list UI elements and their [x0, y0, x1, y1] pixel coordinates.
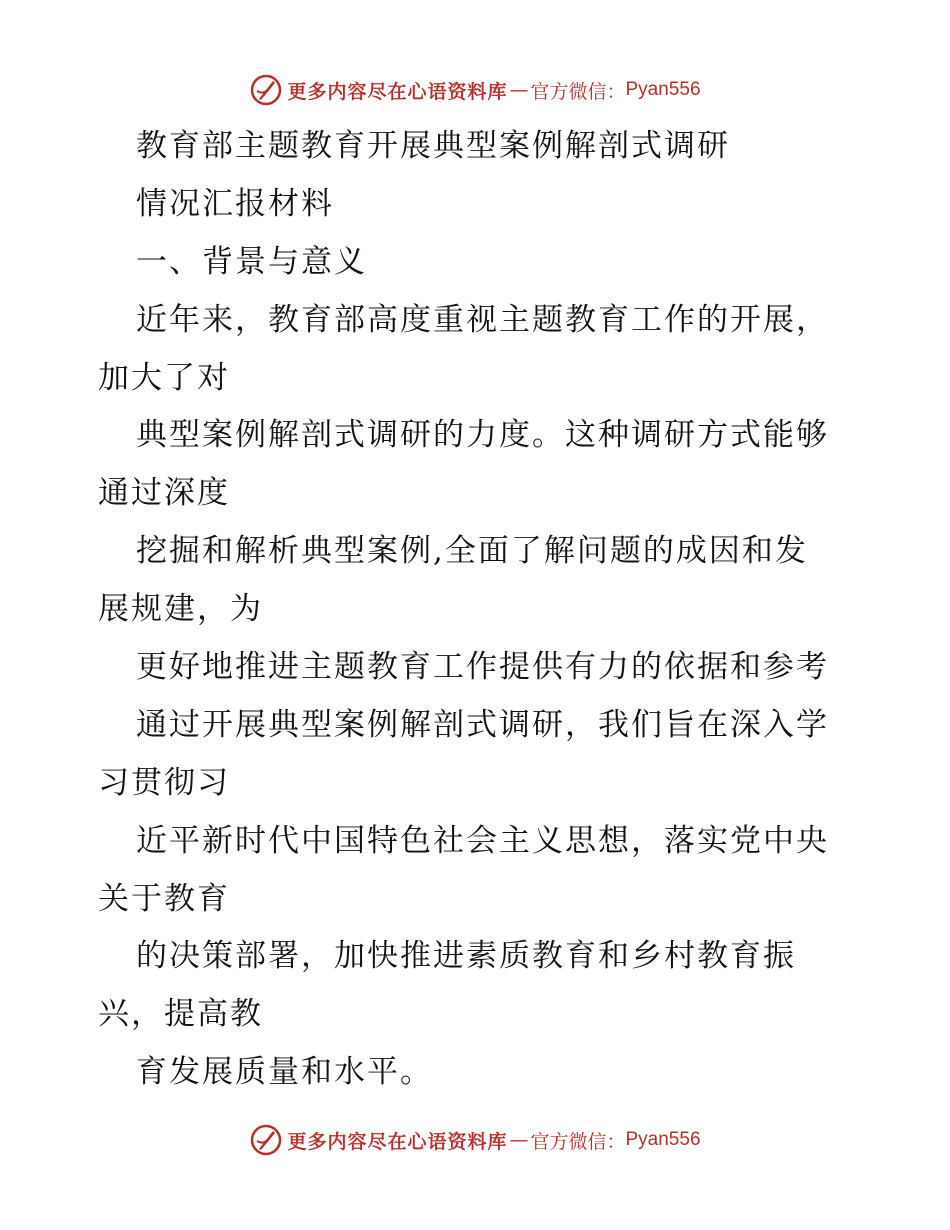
- paragraph-line: 通过深度: [98, 475, 230, 512]
- paragraph-line: 的决策部署，加快推进素质教育和乡村教育振: [136, 938, 796, 975]
- paragraph-line: 关于教育: [98, 880, 230, 917]
- paragraph-line: 更好地推进主题教育工作提供有力的依据和参考: [136, 649, 829, 686]
- watermark-suffix: 官方微信：: [530, 80, 626, 103]
- watermark-text: 更多内容尽在心语资料库: [287, 1130, 508, 1153]
- doc-title-line: 教育部主题教育开展典型案例解剖式调研: [136, 128, 730, 164]
- watermark-text: 更多内容尽在心语资料库: [287, 80, 508, 103]
- paragraph-line: 挖掘和解析典型案例,全面了解问题的成因和发: [136, 533, 808, 570]
- watermark-dash: —: [509, 79, 529, 101]
- document-body: [98, 118, 868, 1102]
- watermark-footer: [0, 1120, 950, 1160]
- section-heading: 一、背景与意义: [136, 243, 367, 280]
- paragraph-line: 兴，提高教: [98, 996, 263, 1033]
- watermark-suffix: 官方微信：: [530, 1130, 626, 1153]
- watermark-id: Pyan556: [625, 79, 701, 100]
- paragraph-line: 通过开展典型案例解剖式调研，我们旨在深入学: [136, 706, 829, 743]
- paragraph-line: 育发展质量和水平。: [136, 1054, 433, 1091]
- paragraph-line: 近年来，教育部高度重视主题教育工作的开展，: [136, 301, 829, 338]
- watermark-dash: —: [509, 1129, 529, 1151]
- paragraph-line: 典型案例解剖式调研的力度。这种调研方式能够: [136, 417, 829, 454]
- paragraph-line: 加大了对: [98, 359, 230, 396]
- paragraph-line: 近平新时代中国特色社会主义思想，落实党中央: [136, 822, 829, 859]
- watermark-header: [0, 70, 950, 110]
- quill-logo-icon: [249, 1123, 283, 1157]
- quill-logo-icon: [249, 73, 283, 107]
- doc-title-line: 情况汇报材料: [136, 185, 334, 222]
- paragraph-line: 习贯彻习: [98, 764, 230, 801]
- paragraph-line: 展规建，为: [98, 591, 263, 628]
- watermark-id: Pyan556: [625, 1129, 701, 1150]
